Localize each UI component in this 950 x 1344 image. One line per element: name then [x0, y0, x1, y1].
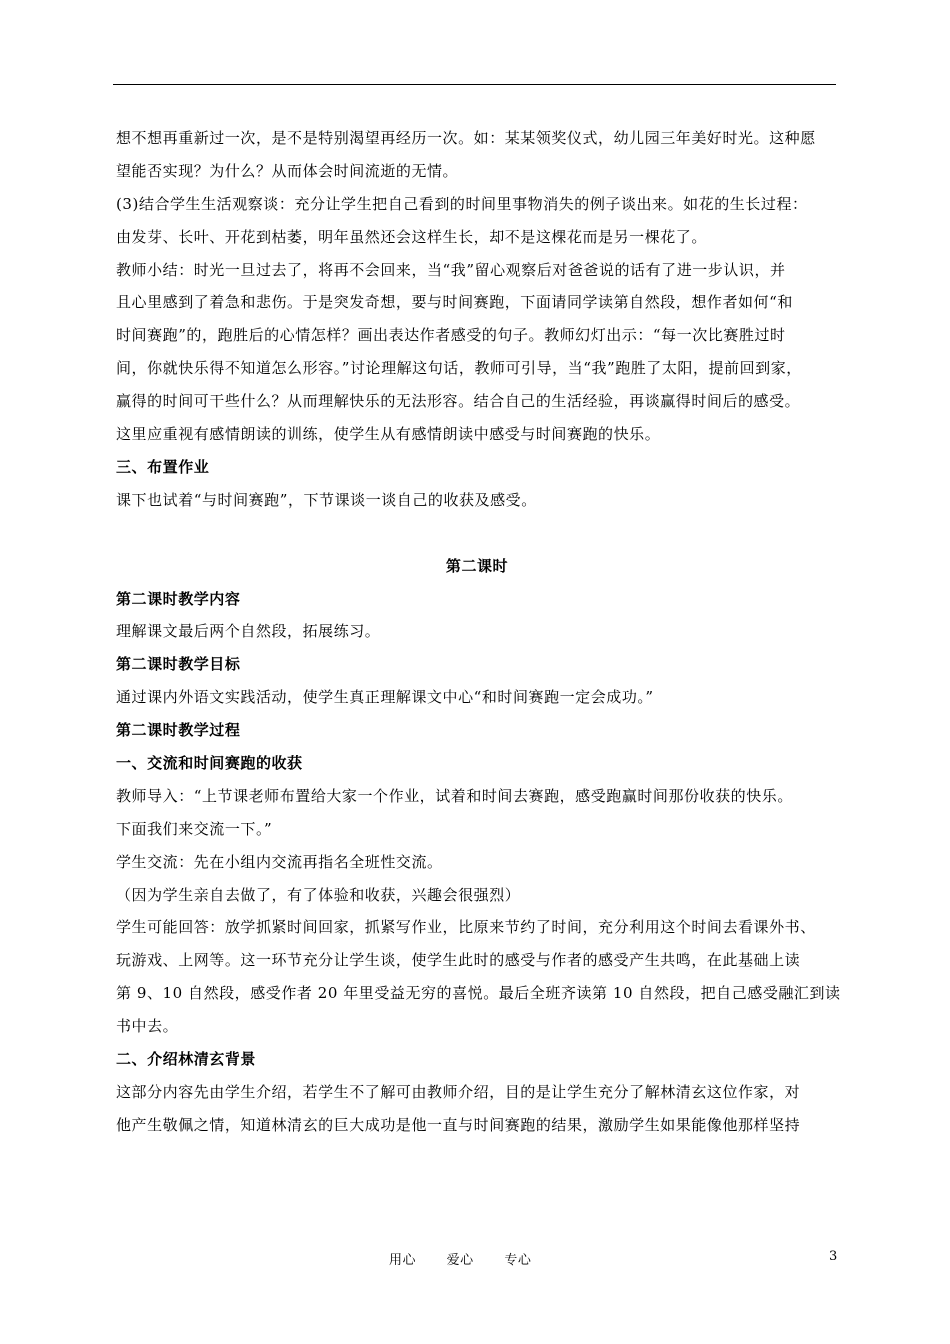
paragraph-line: 间，你就快乐得不知道怎么形容。”讨论理解这句话，教师可引导，当“我”跑胜了太阳，提前回到家，	[116, 359, 802, 378]
footer-word: 用心	[389, 1253, 417, 1268]
paragraph-line: 教师小结：时光一旦过去了，将再不会回来，当“我”留心观察后对爸爸说的话有了进一步认识，并	[116, 260, 786, 279]
paragraph-line: 第 9、10 自然段，感受作者 20 年里受益无穷的喜悦。最后全班齐读第 10 自然段，把自己感受融汇到读	[116, 984, 841, 1003]
paragraph-line: 玩游戏、上网等。这一环节充分让学生谈，使学生此时的感受与作者的感受产生共鸣，在此基础上读	[116, 951, 801, 970]
paragraph-line: 下面我们来交流一下。”	[116, 819, 273, 838]
section-heading-homework: 三、布置作业	[116, 457, 210, 476]
footer-word: 爱心	[446, 1253, 474, 1268]
paragraph-line: 时间赛跑”的，跑胜后的心情怎样？画出表达作者感受的句子。教师幻灯出示：“每一次比赛胜过时	[116, 326, 786, 345]
goal-heading: 第二课时教学目标	[116, 655, 241, 674]
paragraph-line: 赢得的时间可干些什么？从而理解快乐的无法形容。结合自己的生活经验，再谈赢得时间后的感受。	[116, 392, 801, 411]
paragraph-line: （因为学生亲自去做了，有了体验和收获，兴趣会很强烈）	[116, 885, 521, 904]
paragraph-line: 想不想再重新过一次，是不是特别渴望再经历一次。如：某某领奖仪式，幼儿园三年美好时光。这种愿	[116, 129, 816, 147]
content-heading: 第二课时教学内容	[116, 589, 241, 608]
page-number: 3	[829, 1249, 838, 1264]
header-rule	[113, 84, 836, 85]
paragraph-line: 由发芽、长叶、开花到枯萎，明年虽然还会这样生长，却不是这棵花而是另一棵花了。	[116, 227, 707, 246]
paragraph-line: 教师导入：“上节课老师布置给大家一个作业，试着和时间去赛跑，感受跑赢时间那份收获的快乐。	[116, 786, 793, 805]
paragraph-line: 书中去。	[116, 1017, 179, 1036]
footer-word: 专心	[504, 1253, 532, 1268]
process-heading: 第二课时教学过程	[116, 721, 241, 740]
paragraph-line: 望能否实现？为什么？从而体会时间流逝的无情。	[116, 161, 459, 180]
spacer	[116, 517, 838, 550]
section-heading-background: 二、介绍林清玄背景	[116, 1050, 256, 1069]
lesson-title: 第二课时	[445, 556, 509, 575]
section-heading-exchange: 一、交流和时间赛跑的收获	[116, 754, 303, 773]
goal-text: 通过课内外语文实践活动，使学生真正理解课文中心“和时间赛跑一定会成功。”	[116, 688, 654, 707]
homework-text: 课下也试着“与时间赛跑”，下节课谈一谈自己的收获及感受。	[116, 490, 537, 509]
paragraph-line: (3)结合学生生活观察谈：充分让学生把自己看到的时间里事物消失的例子谈出来。如花的生长过程：	[116, 194, 808, 213]
page-body	[116, 122, 841, 1142]
content-text: 理解课文最后两个自然段，拓展练习。	[116, 622, 381, 641]
footer-motto	[389, 1249, 557, 1268]
paragraph-line: 学生可能回答：放学抓紧时间回家，抓紧写作业，比原来节约了时间，充分利用这个时间去看课外书、	[116, 918, 816, 937]
paragraph-line: 且心里感到了着急和悲伤。于是突发奇想，要与时间赛跑，下面请同学读第自然段，想作者如何“和	[116, 293, 793, 312]
paragraph-line: 这部分内容先由学生介绍，若学生不了解可由教师介绍，目的是让学生充分了解林清玄这位作家，对	[116, 1082, 801, 1101]
paragraph-line: 他产生敬佩之情，知道林清玄的巨大成功是他一直与时间赛跑的结果，激励学生如果能像他那样坚持	[116, 1115, 801, 1134]
paragraph-line: 这里应重视有感情朗读的训练，使学生从有感情朗读中感受与时间赛跑的快乐。	[116, 425, 661, 444]
paragraph-line: 学生交流：先在小组内交流再指名全班性交流。	[116, 852, 443, 871]
